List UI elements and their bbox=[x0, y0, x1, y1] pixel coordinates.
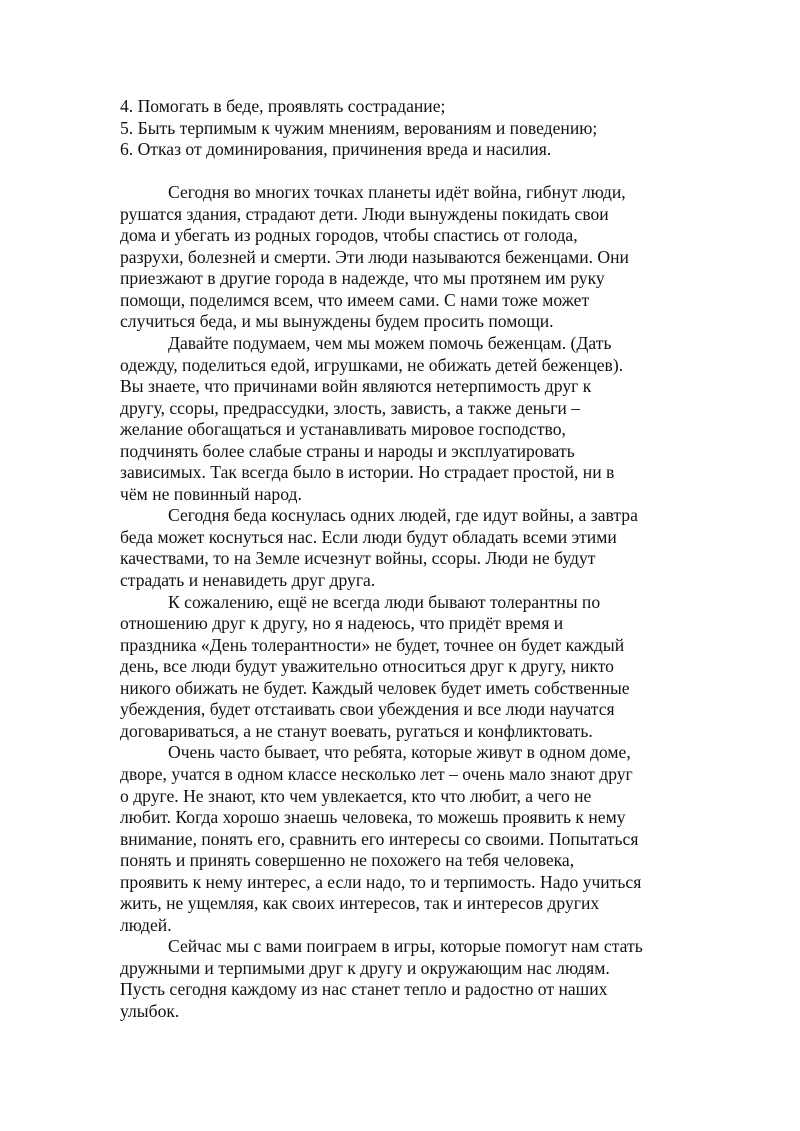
list-item: 6. Отказ от доминирования, причинения вреда и насилия. bbox=[120, 139, 552, 160]
paragraph bbox=[120, 936, 682, 1022]
paragraph-line: дружными и терпимыми друг к другу и окружающим нас людям. bbox=[120, 957, 610, 978]
paragraph-line: беда может коснуться нас. Если люди будут обладать всеми этими bbox=[120, 526, 617, 547]
paragraph-line: любит. Когда хорошо знаешь человека, то можешь проявить к нему bbox=[120, 807, 626, 828]
paragraph-line: праздника «День толерантности» не будет, точнее он будет каждый bbox=[120, 634, 625, 655]
paragraph-line: другу, ссоры, предрассудки, злость, зависть, а также деньги – bbox=[120, 397, 581, 418]
paragraph-line: Сейчас мы с вами поиграем в игры, которые помогут нам стать bbox=[168, 936, 643, 957]
paragraph-line: помощи, поделимся всем, что имеем сами. С нами тоже может bbox=[120, 289, 590, 310]
paragraph-line: дома и убегать из родных городов, чтобы спастись от голода, bbox=[120, 225, 578, 246]
paragraph-line: жить, не ущемляя, как своих интересов, так и интересов других bbox=[120, 893, 600, 914]
paragraph-line: разрухи, болезней и смерти. Эти люди называются беженцами. Они bbox=[120, 246, 629, 267]
paragraph-line: дворе, учатся в одном классе несколько лет – очень мало знают друг bbox=[120, 763, 633, 784]
paragraph-line: о друге. Не знают, кто чем увлекается, кто что любит, а чего не bbox=[120, 785, 592, 806]
paragraphs bbox=[120, 182, 682, 1022]
paragraph-line: Пусть сегодня каждому из нас станет тепло и радостно от наших bbox=[120, 979, 608, 1000]
paragraph-line: качествами, то на Земле исчезнут войны, ссоры. Люди не будут bbox=[120, 548, 596, 569]
paragraph-line: страдать и ненавидеть друг друга. bbox=[120, 570, 376, 591]
paragraph-line: случиться беда, и мы вынуждены будем просить помощи. bbox=[120, 311, 554, 332]
paragraph bbox=[120, 333, 682, 505]
paragraph-line: день, все люди будут уважительно относиться друг к другу, никто bbox=[120, 656, 614, 677]
paragraph-line: понять и принять совершенно не похожего на тебя человека, bbox=[120, 850, 575, 871]
list-item: 5. Быть терпимым к чужим мнениям, верованиям и поведению; bbox=[120, 117, 598, 138]
paragraph-line: Сегодня беда коснулась одних людей, где идут войны, а завтра bbox=[168, 505, 638, 526]
paragraph bbox=[120, 742, 682, 936]
paragraph-line: внимание, понять его, сравнить его интересы со своими. Попытаться bbox=[120, 828, 639, 849]
paragraph-line: желание обогащаться и устанавливать мировое господство, bbox=[120, 419, 566, 440]
paragraph-line: Давайте подумаем, чем мы можем помочь беженцам. (Дать bbox=[168, 333, 612, 354]
paragraph-line: людей. bbox=[120, 914, 172, 935]
paragraph-line: проявить к нему интерес, а если надо, то и терпимость. Надо учиться bbox=[120, 871, 642, 892]
paragraph-line: Сегодня во многих точках планеты идёт война, гибнут люди, bbox=[168, 182, 626, 203]
paragraph-line: рушатся здания, страдают дети. Люди вынуждены покидать свои bbox=[120, 203, 609, 224]
paragraph-line: отношению друг к другу, но я надеюсь, что придёт время и bbox=[120, 613, 564, 634]
paragraph-line: договариваться, а не станут воевать, ругаться и конфликтовать. bbox=[120, 720, 593, 741]
paragraph-line: никого обижать не будет. Каждый человек будет иметь собственные bbox=[120, 677, 630, 698]
list-item: 4. Помогать в беде, проявлять сострадание; bbox=[120, 96, 446, 116]
document-body bbox=[120, 96, 682, 1023]
paragraph-line: улыбок. bbox=[120, 1000, 180, 1021]
paragraph-line: зависимых. Так всегда было в истории. Но страдает простой, ни в bbox=[120, 462, 615, 483]
paragraph-line: одежду, поделиться едой, игрушками, не обижать детей беженцев). bbox=[120, 354, 624, 375]
paragraph-line: чём не повинный народ. bbox=[120, 483, 302, 504]
paragraph-line: Вы знаете, что причинами войн являются нетерпимость друг к bbox=[120, 376, 592, 397]
paragraph-line: Очень часто бывает, что ребята, которые живут в одном доме, bbox=[168, 742, 631, 763]
paragraph bbox=[120, 505, 682, 591]
paragraph-line: подчинять более слабые страны и народы и эксплуатировать bbox=[120, 440, 575, 461]
paragraph bbox=[120, 592, 682, 743]
paragraph-line: приезжают в другие города в надежде, что мы протянем им руку bbox=[120, 268, 605, 289]
paragraph bbox=[120, 182, 682, 333]
paragraph-line: убеждения, будет отстаивать свои убеждения и все люди научатся bbox=[120, 699, 615, 720]
paragraph-gap bbox=[120, 161, 682, 183]
paragraph-line: К сожалению, ещё не всегда люди бывают толерантны по bbox=[168, 591, 601, 612]
